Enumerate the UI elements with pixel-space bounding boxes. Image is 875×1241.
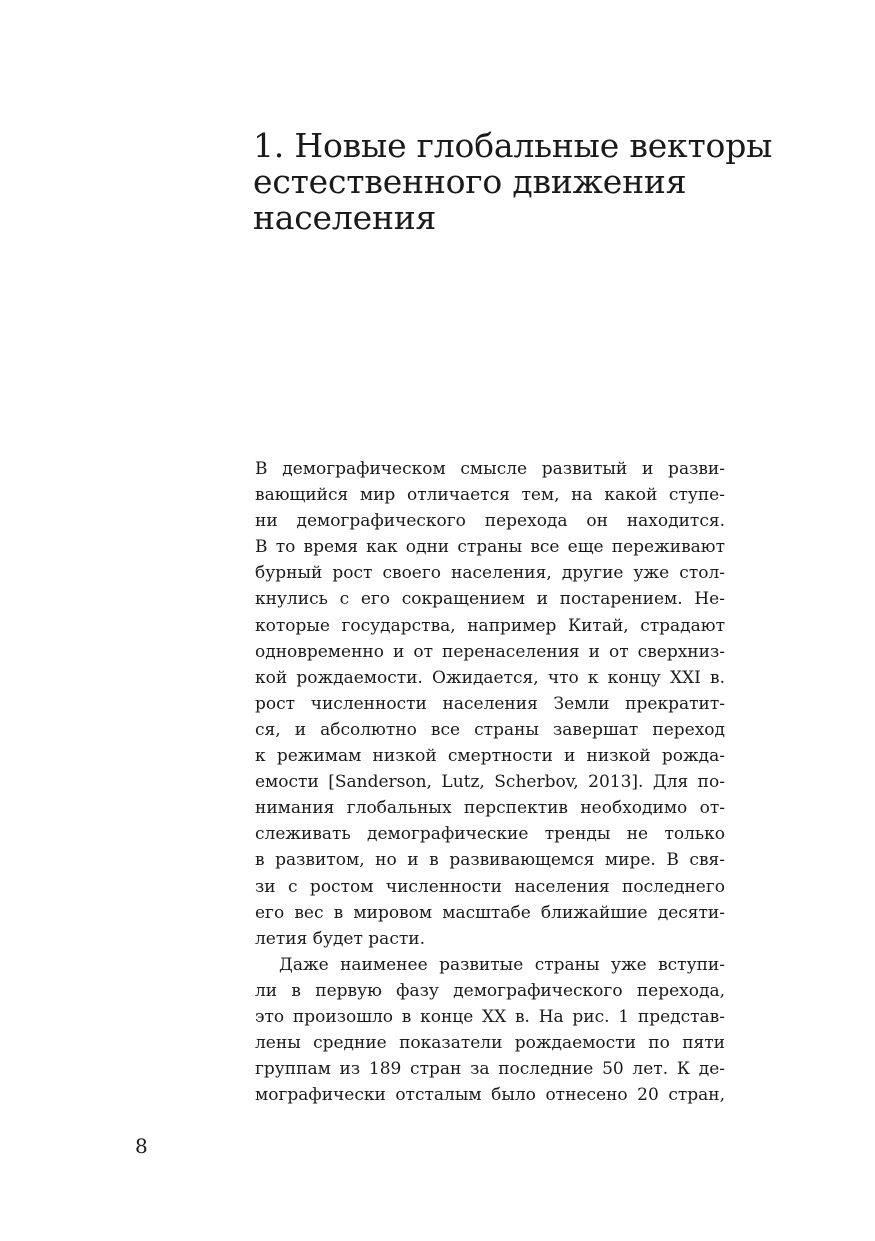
text-line: его вес в мировом масштабе ближайшие десяти- — [255, 902, 725, 923]
text-line: летия будет расти. — [255, 928, 425, 949]
chapter-title-line: естественного движения — [253, 162, 687, 201]
text-line: В демографическом смысле развитый и разви- — [255, 459, 725, 479]
text-line: зи с ростом численности населения последнего — [255, 876, 725, 897]
text-line: группам из 189 стран за последние 50 лет. К де- — [255, 1059, 725, 1080]
text-line: которые государства, например Китай, страдают — [255, 615, 725, 636]
text-line: нимания глобальных перспектив необходимо от- — [255, 798, 725, 819]
text-line: вающийся мир отличается тем, на какой ступе- — [255, 485, 725, 506]
chapter-title-line: 1. Новые глобальные векторы — [253, 126, 773, 165]
paragraph-2 — [255, 952, 725, 1109]
text-line: лены средние показатели рождаемости по пяти — [255, 1033, 725, 1054]
text-line: ни демографического перехода он находится. — [255, 511, 725, 532]
text-line: бурный рост своего населения, другие уже стол- — [255, 563, 725, 584]
text-line: мографически отсталым было отнесено 20 стран, — [255, 1085, 725, 1106]
text-line: кой рождаемости. Ожидается, что к концу XXI в. — [255, 667, 725, 688]
text-line: емости [Sanderson, Lutz, Scherbov, 2013]. Для по- — [255, 772, 725, 793]
text-line: к режимам низкой смертности и низкой рожда- — [255, 746, 725, 767]
text-line: рост численности населения Земли прекратит- — [255, 693, 725, 714]
text-line: слеживать демографические тренды не только — [255, 824, 725, 845]
text-line: одновременно и от перенаселения и от сверхниз- — [255, 641, 725, 662]
text-line: В то время как одни страны все еще переживают — [255, 537, 725, 558]
page-number: 8 — [135, 1134, 148, 1158]
chapter-title-line: населения — [253, 198, 437, 237]
chapter-title — [253, 126, 773, 237]
text-line: кнулись с его сокращением и постарением. Не- — [255, 589, 725, 610]
text-line: в развитом, но и в развивающемся мире. В свя- — [255, 850, 725, 871]
paragraph-1 — [255, 456, 725, 952]
text-line: это произошло в конце XX в. На рис. 1 представ- — [255, 1006, 725, 1027]
body-text — [255, 456, 725, 1108]
text-line: ли в первую фазу демографического перехода, — [255, 980, 725, 1001]
text-line: Даже наименее развитые страны уже вступи- — [279, 954, 725, 975]
text-line: ся, и абсолютно все страны завершат переход — [255, 719, 725, 740]
